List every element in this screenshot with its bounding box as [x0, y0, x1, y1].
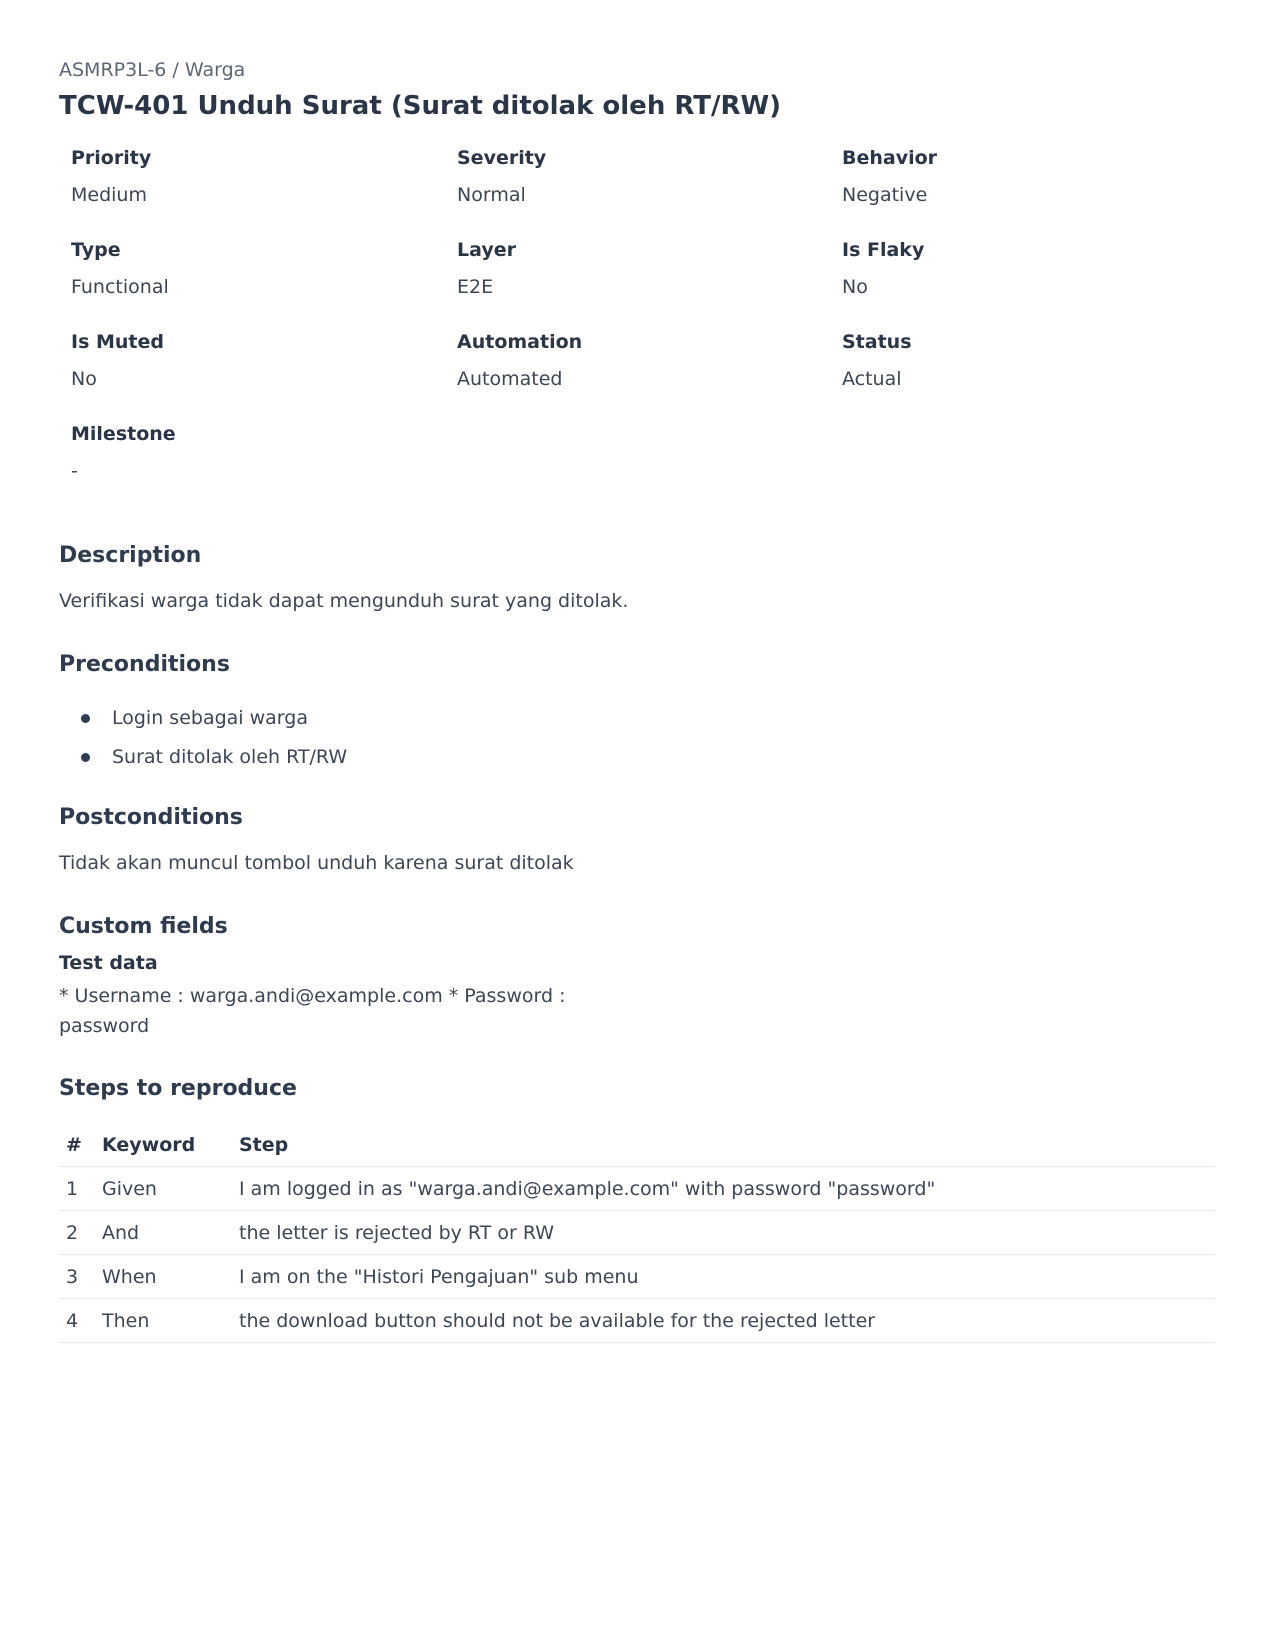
table-row: [59, 1255, 1215, 1299]
field-is-muted: [71, 330, 457, 422]
bullet-icon: [81, 753, 90, 762]
column-header-keyword: Keyword: [102, 1123, 239, 1167]
steps-heading: Steps to reproduce: [59, 1076, 297, 1101]
field-value: Negative: [842, 184, 928, 206]
step-keyword: When: [102, 1255, 239, 1299]
table-header-row: [59, 1123, 1215, 1167]
field-value: Actual: [842, 368, 902, 390]
test-data-value: * Username : warga.andi@example.com * Password : password: [59, 985, 566, 1037]
field-status: [842, 330, 1142, 422]
step-text: the letter is rejected by RT or RW: [239, 1211, 1215, 1255]
field-value: Medium: [71, 184, 147, 206]
steps-table: [59, 1123, 1215, 1343]
list-item-text: Surat ditolak oleh RT/RW: [112, 746, 348, 768]
custom-fields-heading: Custom fields: [59, 914, 228, 939]
field-priority: [71, 146, 457, 238]
step-number: 4: [59, 1299, 102, 1343]
preconditions-heading: Preconditions: [59, 652, 230, 677]
step-keyword: Given: [102, 1167, 239, 1211]
step-text: I am on the "Histori Pengajuan" sub menu: [239, 1255, 1215, 1299]
step-number: 2: [59, 1211, 102, 1255]
column-header-num: #: [59, 1123, 102, 1167]
field-label: Milestone: [71, 423, 176, 445]
field-label: Layer: [457, 239, 516, 261]
description-text: Verifikasi warga tidak dapat mengunduh surat yang ditolak.: [59, 590, 629, 612]
field-label: Is Flaky: [842, 239, 925, 261]
field-label: Is Muted: [71, 331, 164, 353]
step-keyword: And: [102, 1211, 239, 1255]
field-layer: [457, 238, 842, 330]
field-milestone: [71, 422, 457, 514]
field-label: Priority: [71, 147, 152, 169]
test-data-label: Test data: [59, 952, 158, 974]
postconditions-heading: Postconditions: [59, 805, 243, 830]
field-label: Type: [71, 239, 121, 261]
field-value: No: [842, 276, 868, 298]
field-severity: [457, 146, 842, 238]
page-title: TCW-401 Unduh Surat (Surat ditolak oleh RT/RW): [59, 91, 782, 121]
step-keyword: Then: [102, 1299, 239, 1343]
postconditions-text: Tidak akan muncul tombol unduh karena surat ditolak: [59, 852, 574, 874]
step-text: I am logged in as "warga.andi@example.com" with password "password": [239, 1167, 1215, 1211]
description-heading: Description: [59, 543, 202, 568]
fields-grid: [59, 146, 1215, 514]
step-text: the download button should not be available for the rejected letter: [239, 1299, 1215, 1343]
field-label: Behavior: [842, 147, 938, 169]
list-item: [59, 738, 1215, 777]
field-value: Functional: [71, 276, 169, 298]
column-header-step: Step: [239, 1123, 1215, 1167]
table-row: [59, 1211, 1215, 1255]
preconditions-list: [59, 699, 1215, 777]
field-value: E2E: [457, 276, 494, 298]
breadcrumb[interactable]: ASMRP3L-6 / Warga: [59, 59, 246, 81]
step-number: 1: [59, 1167, 102, 1211]
field-value: -: [71, 460, 78, 482]
field-value: Automated: [457, 368, 563, 390]
field-value: No: [71, 368, 97, 390]
list-item: [59, 699, 1215, 738]
field-type: [71, 238, 457, 330]
field-label: Status: [842, 331, 912, 353]
table-row: [59, 1299, 1215, 1343]
field-label: Automation: [457, 331, 583, 353]
field-label: Severity: [457, 147, 547, 169]
bullet-icon: [81, 714, 90, 723]
field-automation: [457, 330, 842, 422]
step-number: 3: [59, 1255, 102, 1299]
field-value: Normal: [457, 184, 526, 206]
table-row: [59, 1167, 1215, 1211]
field-is-flaky: [842, 238, 1142, 330]
field-behavior: [842, 146, 1142, 238]
list-item-text: Login sebagai warga: [112, 707, 308, 729]
